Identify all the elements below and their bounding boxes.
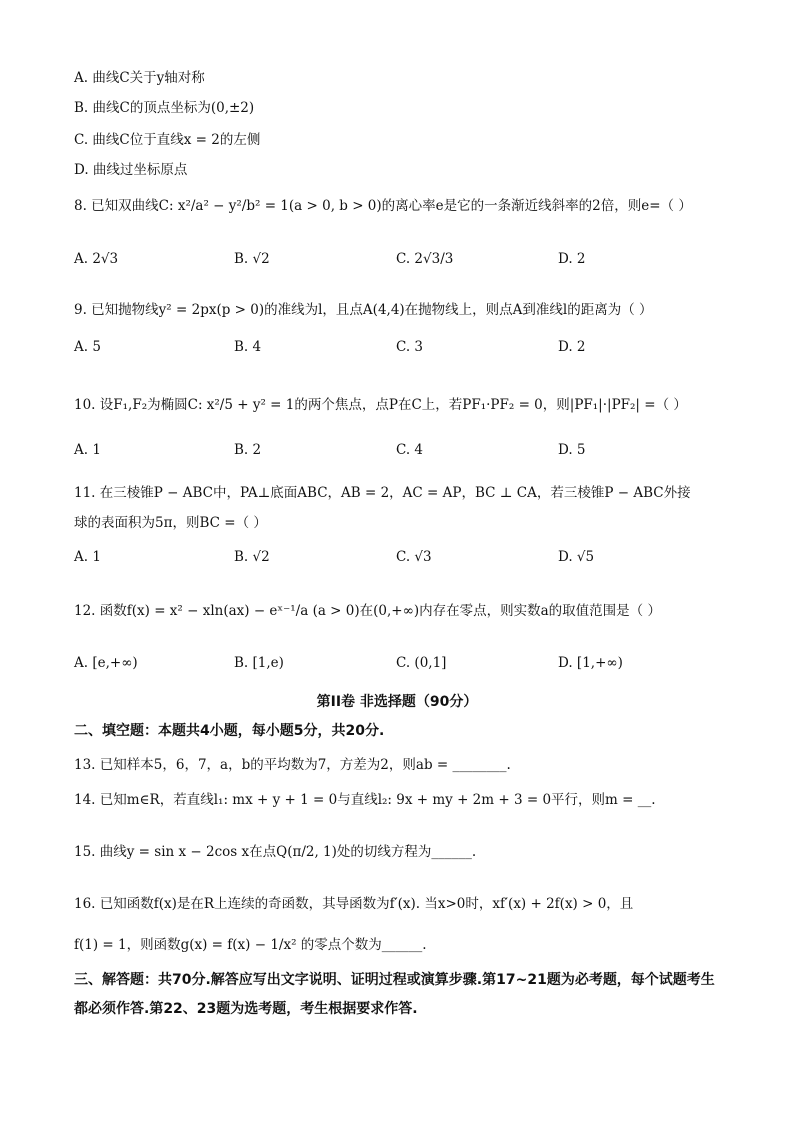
q12-option-d: D. [1,+∞): [558, 655, 623, 671]
q10-options: [74, 438, 734, 462]
q11-option-d: D. √5: [558, 549, 595, 565]
q10-option-d: D. 5: [558, 442, 586, 458]
q7-option-a: A. 曲线C关于y轴对称: [74, 70, 205, 86]
q12-option-a: A. [e,+∞): [74, 655, 138, 671]
q10-option-c: C. 4: [396, 442, 424, 458]
q8-option-b: B. √2: [234, 251, 270, 267]
q12-options: [74, 651, 734, 675]
q11-stem-line2: 球的表面积为5π，则BC =（ ）: [74, 515, 267, 531]
q7-option-d: D. 曲线过坐标原点: [74, 162, 188, 178]
q11-options: [74, 545, 734, 569]
q12-option-b: B. [1,e): [234, 655, 284, 671]
q9-options: [74, 335, 734, 359]
q11-option-b: B. √2: [234, 549, 270, 565]
part-3-paragraph: 三、解答题：共70分.解答应写出文字说明、证明过程或演算步骤.第17~21题为必考题，每个试题考生都必须作答.第22、23题为选考题，考生根据要求作答.: [74, 972, 715, 1017]
q12-option-c: C. (0,1]: [396, 655, 447, 671]
q10-stem: 10. 设F₁,F₂为椭圆C: x²/5 + y² = 1的两个焦点，点P在C上，若PF₁·PF₂ = 0，则|PF₁|·|PF₂| =（ ）: [74, 397, 687, 413]
q8-option-a: A. 2√3: [74, 251, 119, 267]
q10-option-a: A. 1: [74, 442, 101, 458]
q11-option-a: A. 1: [74, 549, 101, 565]
q7-option-c: C. 曲线C位于直线x = 2的左侧: [74, 132, 261, 148]
part-2-heading: 二、填空题：本题共4小题，每小题5分，共20分.: [74, 723, 385, 739]
q14: 14. 已知m∈R，若直线l₁: mx + y + 1 = 0与直线l₂: 9x + my + 2m + 3 = 0平行，则m = __.: [74, 792, 656, 808]
q8-option-c: C. 2√3/3: [396, 251, 454, 267]
q13: 13. 已知样本5，6，7，a，b的平均数为7，方差为2，则ab = ________.: [74, 757, 511, 773]
q11-option-c: C. √3: [396, 549, 432, 565]
q15: 15. 曲线y = sin x − 2cos x在点Q(π/2, 1)处的切线方程为______.: [74, 844, 477, 860]
q9-option-a: A. 5: [74, 339, 101, 355]
section-2-title: 第II卷 非选择题（90分）: [316, 694, 478, 710]
q9-option-d: D. 2: [558, 339, 586, 355]
q16-line1: 16. 已知函数f(x)是在R上连续的奇函数，其导函数为f′(x). 当x>0时，xf′(x) + 2f(x) > 0，且: [74, 896, 634, 912]
q16-line2: f(1) = 1，则函数g(x) = f(x) − 1/x² 的零点个数为______.: [74, 937, 427, 953]
q10-option-b: B. 2: [234, 442, 262, 458]
q7-option-b: B. 曲线C的顶点坐标为(0,±2): [74, 100, 255, 116]
q12-stem: 12. 函数f(x) = x² − xln(ax) − eˣ⁻¹/a (a > 0)在(0,+∞)内存在零点，则实数a的取值范围是（ ）: [74, 603, 661, 619]
q8-stem: 8. 已知双曲线C: x²/a² − y²/b² = 1(a > 0, b > 0)的离心率e是它的一条渐近线斜率的2倍，则e=（ ）: [74, 198, 692, 214]
q11-stem-line1: 11. 在三棱锥P − ABC中，PA⊥底面ABC，AB = 2，AC = AP，BC ⊥ CA，若三棱锥P − ABC外接: [74, 485, 691, 501]
q8-options: [74, 247, 734, 271]
q8-option-d: D. 2: [558, 251, 586, 267]
q9-stem: 9. 已知抛物线y² = 2px(p > 0)的准线为l，且点A(4,4)在抛物线上，则点A到准线l的距离为（ ）: [74, 302, 653, 318]
q9-option-c: C. 3: [396, 339, 424, 355]
q9-option-b: B. 4: [234, 339, 262, 355]
